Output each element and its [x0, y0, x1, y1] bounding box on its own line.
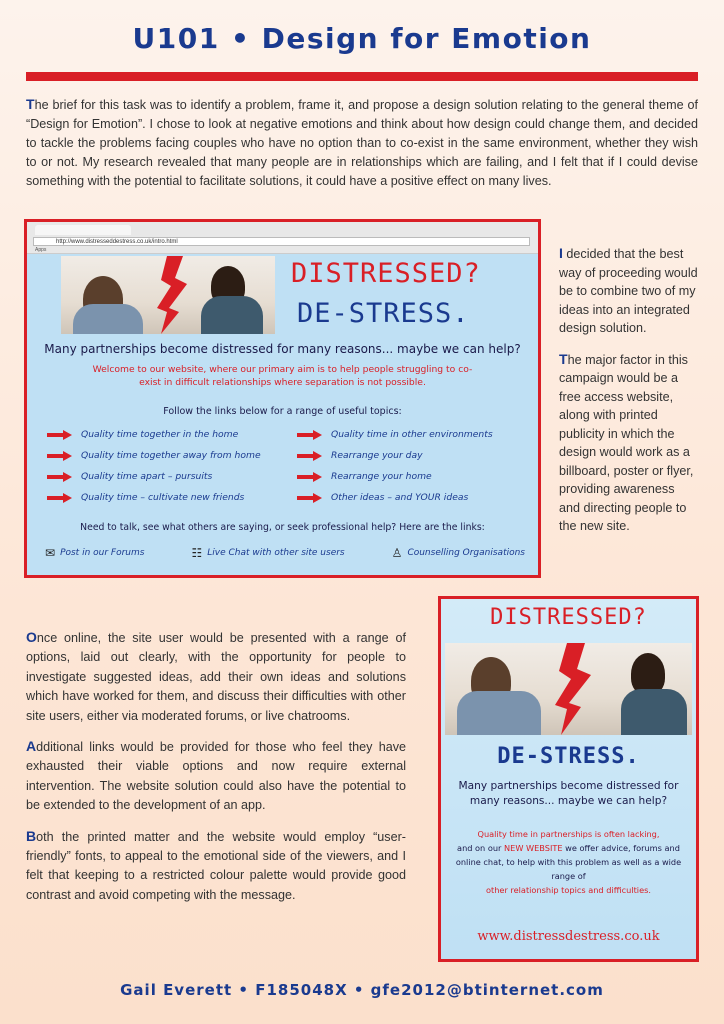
chat-icon: ☷: [191, 546, 203, 560]
apps-bookmark[interactable]: Apps: [35, 247, 47, 253]
browser-toolbar: [27, 222, 538, 254]
live-chat-link[interactable]: ☷ Live Chat with other site users: [191, 546, 345, 560]
arrow-icon: [47, 494, 73, 502]
poster-headline-distressed: DISTRESSED?: [490, 605, 647, 630]
site-headline-destress: DE-STRESS.: [297, 298, 470, 329]
side-text: [559, 244, 699, 548]
poster-body-text: Quality time in partnerships is often lacking, and on our NEW WEBSITE we offer advice, forums and online chat, to help with this problem as well as a wide range of other relationship topics and difficulties.: [455, 829, 682, 895]
topic-link[interactable]: Quality time together in the home: [47, 427, 297, 442]
topic-link[interactable]: Rearrange your home: [297, 469, 517, 484]
site-welcome-text: Welcome to our website, where our primary aim is to help people struggling to co-exist in difficult relationships where separation is not possible.: [92, 364, 473, 388]
body-text: [26, 628, 406, 916]
arrow-icon: [297, 452, 323, 460]
poster-url: www.distressdestress.co.uk: [477, 929, 660, 944]
browser-tab[interactable]: [35, 225, 131, 235]
page-title: U101 • Design for Emotion: [132, 22, 592, 55]
topic-link[interactable]: Quality time together away from home: [47, 448, 297, 463]
help-links: [45, 546, 525, 560]
people-icon: ♙: [391, 546, 403, 560]
side-paragraph: The major factor in this campaign would be a free access website, along with printed publicity in which the design would work as a billboard, poster or flyer, providing awareness and directing people to the new site.: [559, 350, 694, 533]
poster-headline-destress: DE-STRESS.: [497, 744, 640, 769]
arrow-icon: [297, 473, 323, 481]
intro-paragraph: The brief for this task was to identify a problem, frame it, and propose a design solution relating to the general theme of “Design for Emotion”. I chose to look at negative emotions and think about how design could change them, and decided to tackle the problems facing couples who have no option than to co-exist in the same environment, whether they wish to or not. My research revealed that many people are in relationships which are failing, and I felt that if I could devise something with the potential to facilitate solutions, it could have a positive effect on many lives.: [26, 96, 698, 188]
title-divider: [26, 72, 698, 81]
author-footer: Gail Everett • F185048X • gfe2012@btinternet.com: [120, 981, 604, 999]
arrow-icon: [47, 473, 73, 481]
body-paragraph: Both the printed matter and the website would employ “user-friendly” fonts, to appeal to the emotional side of the viewers, and I felt that keeping to a restricted colour palette would provide good contrast and avoid competing with the message.: [26, 827, 406, 902]
arrow-icon: [47, 431, 73, 439]
arrow-icon: [297, 431, 323, 439]
topic-link[interactable]: Rearrange your day: [297, 448, 517, 463]
site-lead-text: Many partnerships become distressed for many reasons... maybe we can help?: [44, 342, 521, 356]
topic-link[interactable]: Other ideas – and YOUR ideas: [297, 490, 517, 505]
body-paragraph: Additional links would be provided for those who feel they have exhausted their viable options and now require external intervention. The website solution could also have the potential to be extended to the development of an app.: [26, 738, 406, 813]
arrow-icon: [297, 494, 323, 502]
poster-lead-text: Many partnerships become distressed for many reasons... maybe we can help?: [458, 780, 679, 807]
arrow-icon: [47, 452, 73, 460]
topic-link[interactable]: Quality time in other environments: [297, 427, 517, 442]
site-headline-distressed: DISTRESSED?: [291, 258, 481, 289]
site-follow-text: Follow the links below for a range of useful topics:: [163, 406, 402, 417]
forum-icon: ✉: [45, 546, 56, 560]
site-help-text: Need to talk, see what others are saying, or seek professional help? Here are the links:: [80, 522, 485, 533]
forums-link[interactable]: ✉ Post in our Forums: [45, 546, 145, 560]
topic-link[interactable]: Quality time apart – pursuits: [47, 469, 297, 484]
topic-link[interactable]: Quality time – cultivate new friends: [47, 490, 297, 505]
side-paragraph: I decided that the best way of proceeding would be to combine two of my ideas into an integrated design solution.: [559, 245, 698, 335]
poster-photo: [445, 643, 692, 735]
counselling-link[interactable]: ♙ Counselling Organisations: [391, 546, 525, 560]
body-paragraph: Once online, the site user would be presented with a range of options, laid out clearly, with the opportunity for people to investigate suggested ideas, add their own ideas and solutions which have worked for them, and discuss their difficulties with other site users, either via moderated forums, or live chatrooms.: [26, 629, 406, 723]
hero-photo: [61, 256, 275, 334]
topic-links: [47, 427, 517, 505]
browser-address-bar[interactable]: http://www.distresseddestress.co.uk/intro.html: [33, 237, 530, 246]
poster-mockup: [438, 596, 699, 962]
website-mockup: [24, 219, 541, 578]
